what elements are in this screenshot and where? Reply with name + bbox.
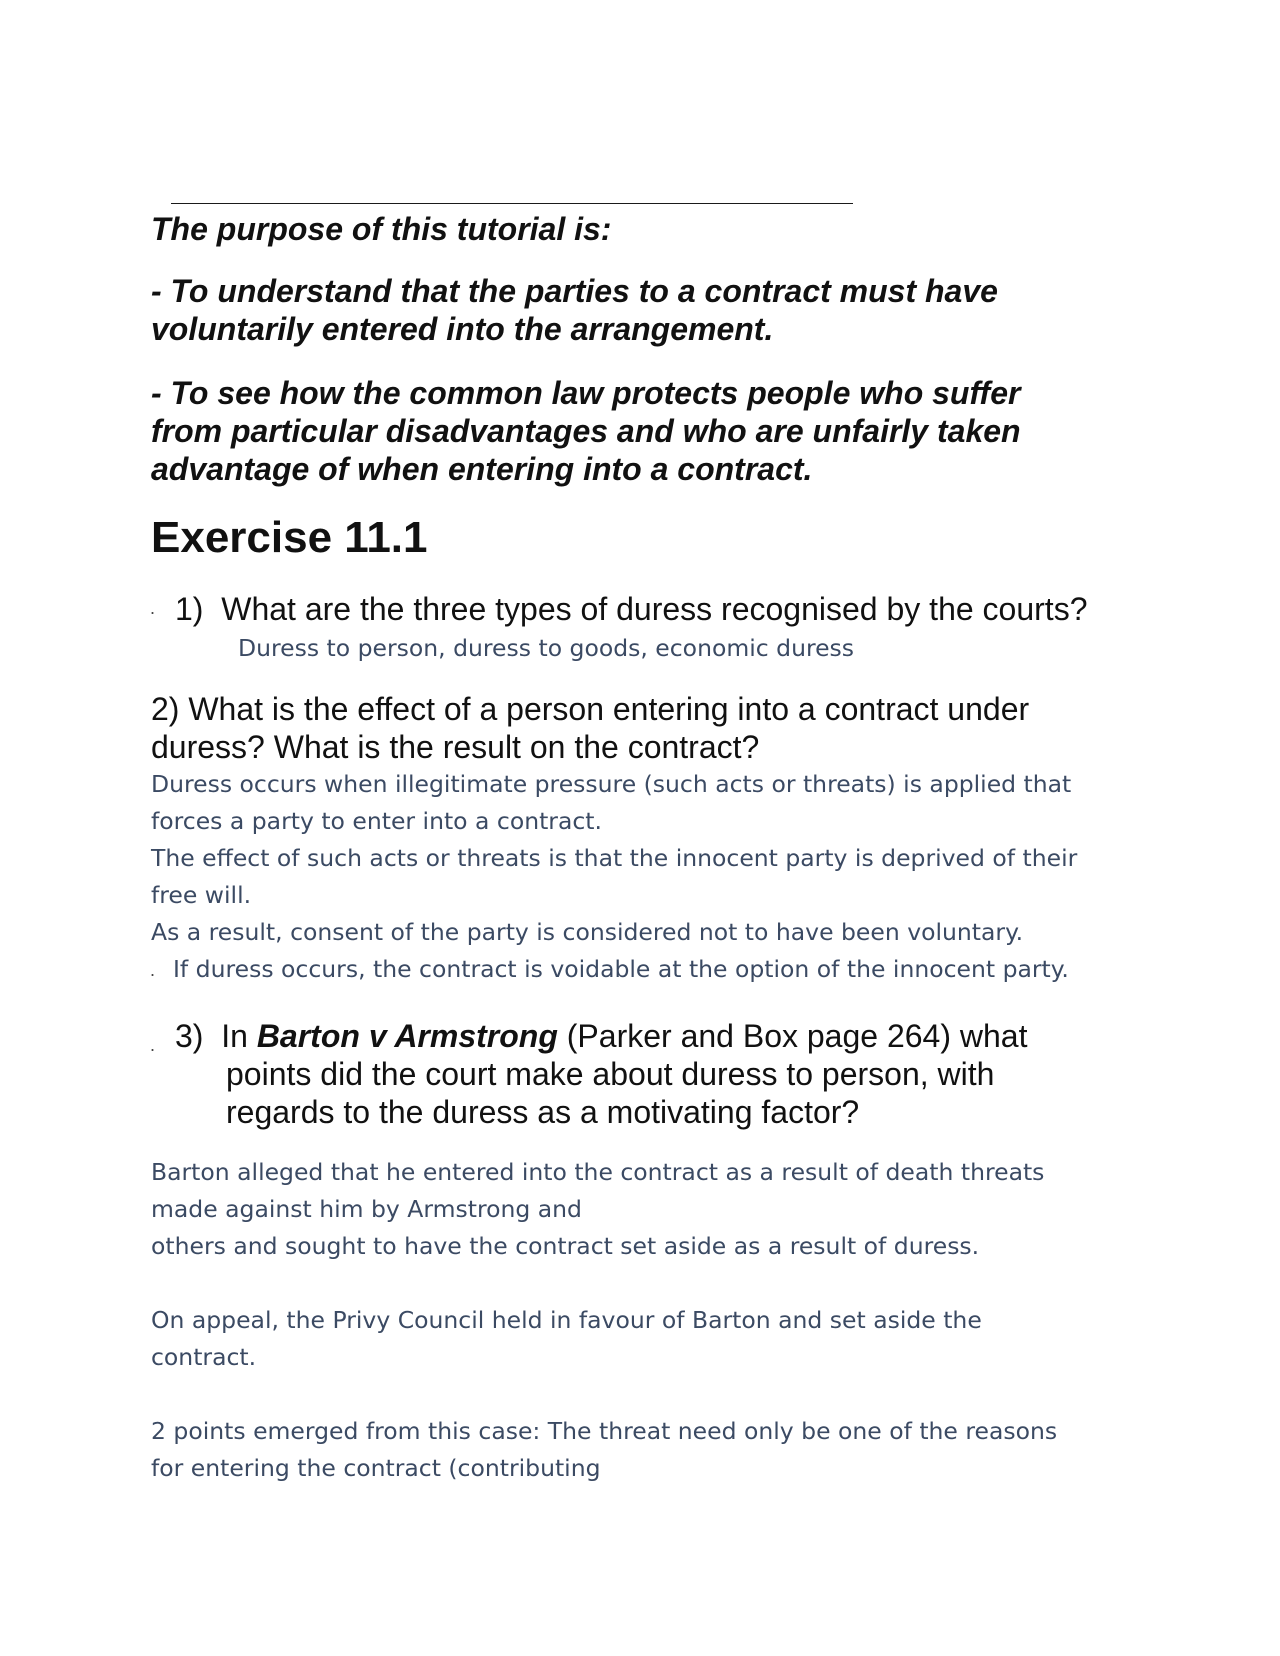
question-3-number: 3) <box>175 1018 204 1054</box>
question-3-line-3: regards to the duress as a motivating factor? <box>226 1094 860 1130</box>
answer-2-line-4: free will. <box>151 881 252 909</box>
list-bullet-q3: . <box>150 1035 156 1055</box>
answer-2-line-2: forces a party to enter into a contract. <box>151 807 602 835</box>
answer-3-p1-line-2: made against him by Armstrong and <box>151 1195 582 1223</box>
exercise-heading: Exercise 11.1 <box>151 513 428 562</box>
question-1-text: What are the three types of duress recognised by the courts? <box>221 591 1088 627</box>
answer-3-p2-line-2: contract. <box>151 1343 257 1371</box>
purpose-point-2: - To see how the common law protects people who suffer from particular disadvantages and who are unfairly taken advantage of when entering into a contract. <box>151 375 1021 487</box>
case-name: Barton v Armstrong <box>256 1018 558 1054</box>
list-bullet-a2: . <box>150 960 156 980</box>
question-3-line-1 <box>175 1017 1027 1055</box>
answer-3-p1-line-1: Barton alleged that he entered into the contract as a result of death threats <box>151 1158 1045 1186</box>
purpose-intro: The purpose of this tutorial is: <box>151 211 612 247</box>
answer-2-line-3: The effect of such acts or threats is that the innocent party is deprived of their <box>151 844 1078 872</box>
answer-1: Duress to person, duress to goods, economic duress <box>238 634 855 662</box>
answer-3-p2-line-1: On appeal, the Privy Council held in favour of Barton and set aside the <box>151 1306 982 1334</box>
answer-3-p3-line-2: for entering the contract (contributing <box>151 1454 601 1482</box>
question-2-line-1: 2) What is the effect of a person entering into a contract under <box>151 691 1030 727</box>
question-2-line-2: duress? What is the result on the contract? <box>151 729 760 765</box>
purpose-point-1: - To understand that the parties to a contract must have voluntarily entered into the arrangement. <box>151 273 998 347</box>
answer-3-p1-line-3: others and sought to have the contract set aside as a result of duress. <box>151 1232 980 1260</box>
answer-2-line-1: Duress occurs when illegitimate pressure (such acts or threats) is applied that <box>151 770 1072 798</box>
question-1 <box>175 590 1087 628</box>
question-3-line-1-rest: (Parker and Box page 264) what <box>566 1018 1028 1054</box>
answer-3-p3-line-1: 2 points emerged from this case: The threat need only be one of the reasons <box>151 1417 1058 1445</box>
question-3-prefix: In <box>221 1018 248 1054</box>
answer-2-line-6: If duress occurs, the contract is voidable at the option of the innocent party. <box>173 955 1069 983</box>
question-1-number: 1) <box>175 591 204 627</box>
list-bullet-q1: . <box>150 598 156 618</box>
question-3-line-2: points did the court make about duress to person, with <box>226 1056 995 1092</box>
answer-2-line-5: As a result, consent of the party is considered not to have been voluntary. <box>151 918 1024 946</box>
header-divider-line <box>171 203 853 204</box>
